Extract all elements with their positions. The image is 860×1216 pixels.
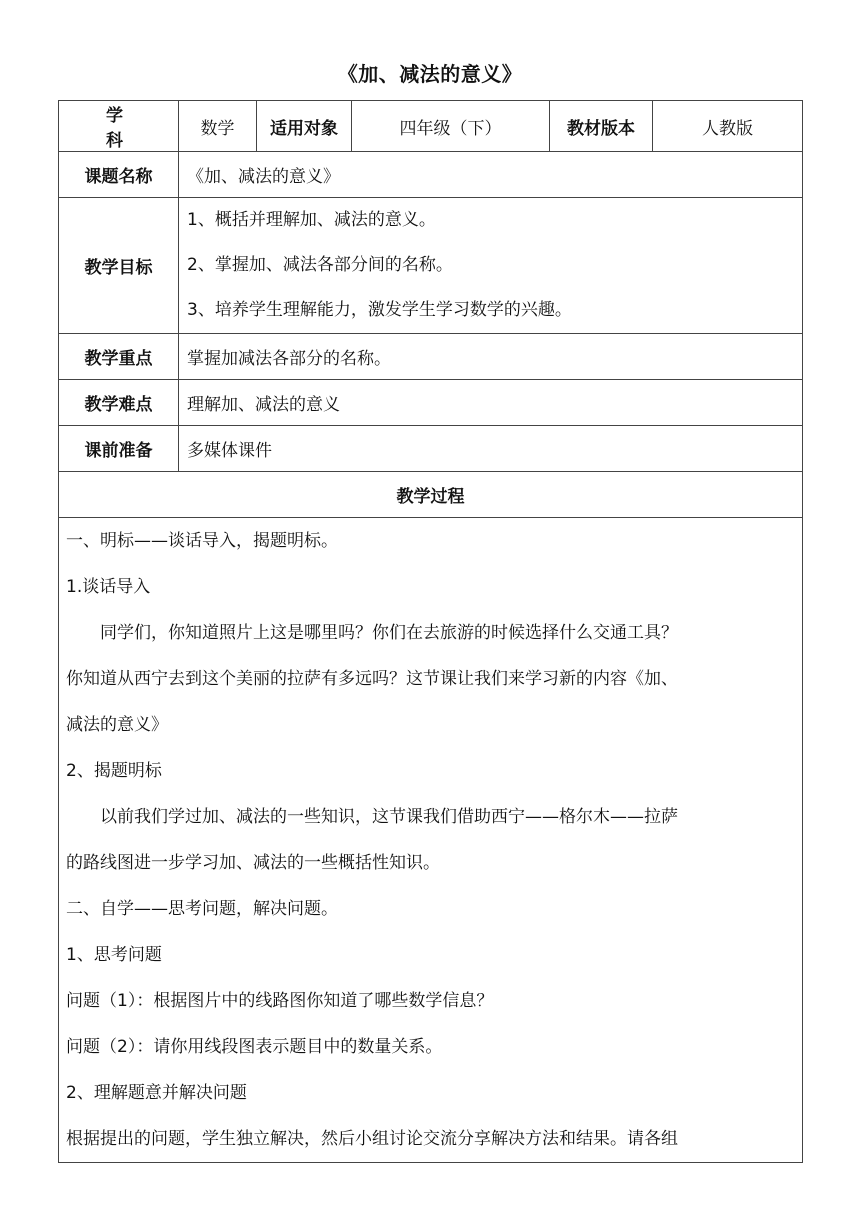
subject-value: 数学	[179, 101, 257, 152]
process-line: 一、明标——谈话导入，揭题明标。	[66, 531, 338, 551]
objectives-row	[59, 198, 803, 334]
edition-label: 教材版本	[550, 101, 653, 152]
subject-label: 学 科	[59, 101, 179, 152]
process-line: 的路线图进一步学习加、减法的一些概括性知识。	[66, 853, 440, 873]
objective-item: 2、掌握加、减法各部分间的名称。	[187, 255, 453, 275]
process-line: 根据提出的问题，学生独立解决，然后小组讨论交流分享解决方法和结果。请各组	[66, 1129, 678, 1149]
header-row	[59, 101, 803, 152]
process-body	[59, 518, 803, 1163]
difficulty-row	[59, 380, 803, 426]
process-heading: 教学过程	[59, 472, 803, 518]
difficulty-value: 理解加、减法的意义	[179, 380, 803, 426]
objective-item: 1、概括并理解加、减法的意义。	[187, 210, 436, 230]
key-point-value: 掌握加减法各部分的名称。	[179, 334, 803, 380]
process-line: 以前我们学过加、减法的一些知识，这节课我们借助西宁——格尔木——拉萨	[100, 807, 678, 827]
process-line: 1、思考问题	[66, 945, 162, 965]
preparation-value: 多媒体课件	[179, 426, 803, 472]
course-name-label: 课题名称	[59, 152, 179, 198]
process-body-row	[59, 518, 803, 1163]
objective-item: 3、培养学生理解能力，激发学生学习数学的兴趣。	[187, 300, 572, 320]
objectives-list	[179, 198, 803, 334]
course-name-value: 《加、减法的意义》	[179, 152, 803, 198]
process-heading-row	[59, 472, 803, 518]
process-line: 问题（2）：请你用线段图表示题目中的数量关系。	[66, 1037, 443, 1057]
preparation-row	[59, 426, 803, 472]
process-line: 2、揭题明标	[66, 761, 162, 781]
process-line: 减法的意义》	[66, 715, 168, 735]
course-name-row	[59, 152, 803, 198]
objectives-label: 教学目标	[59, 198, 179, 334]
key-point-label: 教学重点	[59, 334, 179, 380]
document-title: 《加、减法的意义》	[337, 62, 523, 86]
edition-value: 人教版	[653, 101, 803, 152]
process-line: 2、理解题意并解决问题	[66, 1083, 247, 1103]
preparation-label: 课前准备	[59, 426, 179, 472]
difficulty-label: 教学难点	[59, 380, 179, 426]
process-line: 二、自学——思考问题，解决问题。	[66, 899, 338, 919]
process-line: 同学们，你知道照片上这是哪里吗？你们在去旅游的时候选择什么交通工具？	[100, 623, 678, 643]
process-line: 问题（1）：根据图片中的线路图你知道了哪些数学信息？	[66, 991, 494, 1011]
audience-label: 适用对象	[257, 101, 352, 152]
process-line: 你知道从西宁去到这个美丽的拉萨有多远吗？这节课让我们来学习新的内容《加、	[66, 669, 678, 689]
key-point-row	[59, 334, 803, 380]
process-line: 1.谈话导入	[66, 577, 151, 597]
audience-value: 四年级（下）	[352, 101, 550, 152]
lesson-plan-table	[58, 100, 803, 1163]
